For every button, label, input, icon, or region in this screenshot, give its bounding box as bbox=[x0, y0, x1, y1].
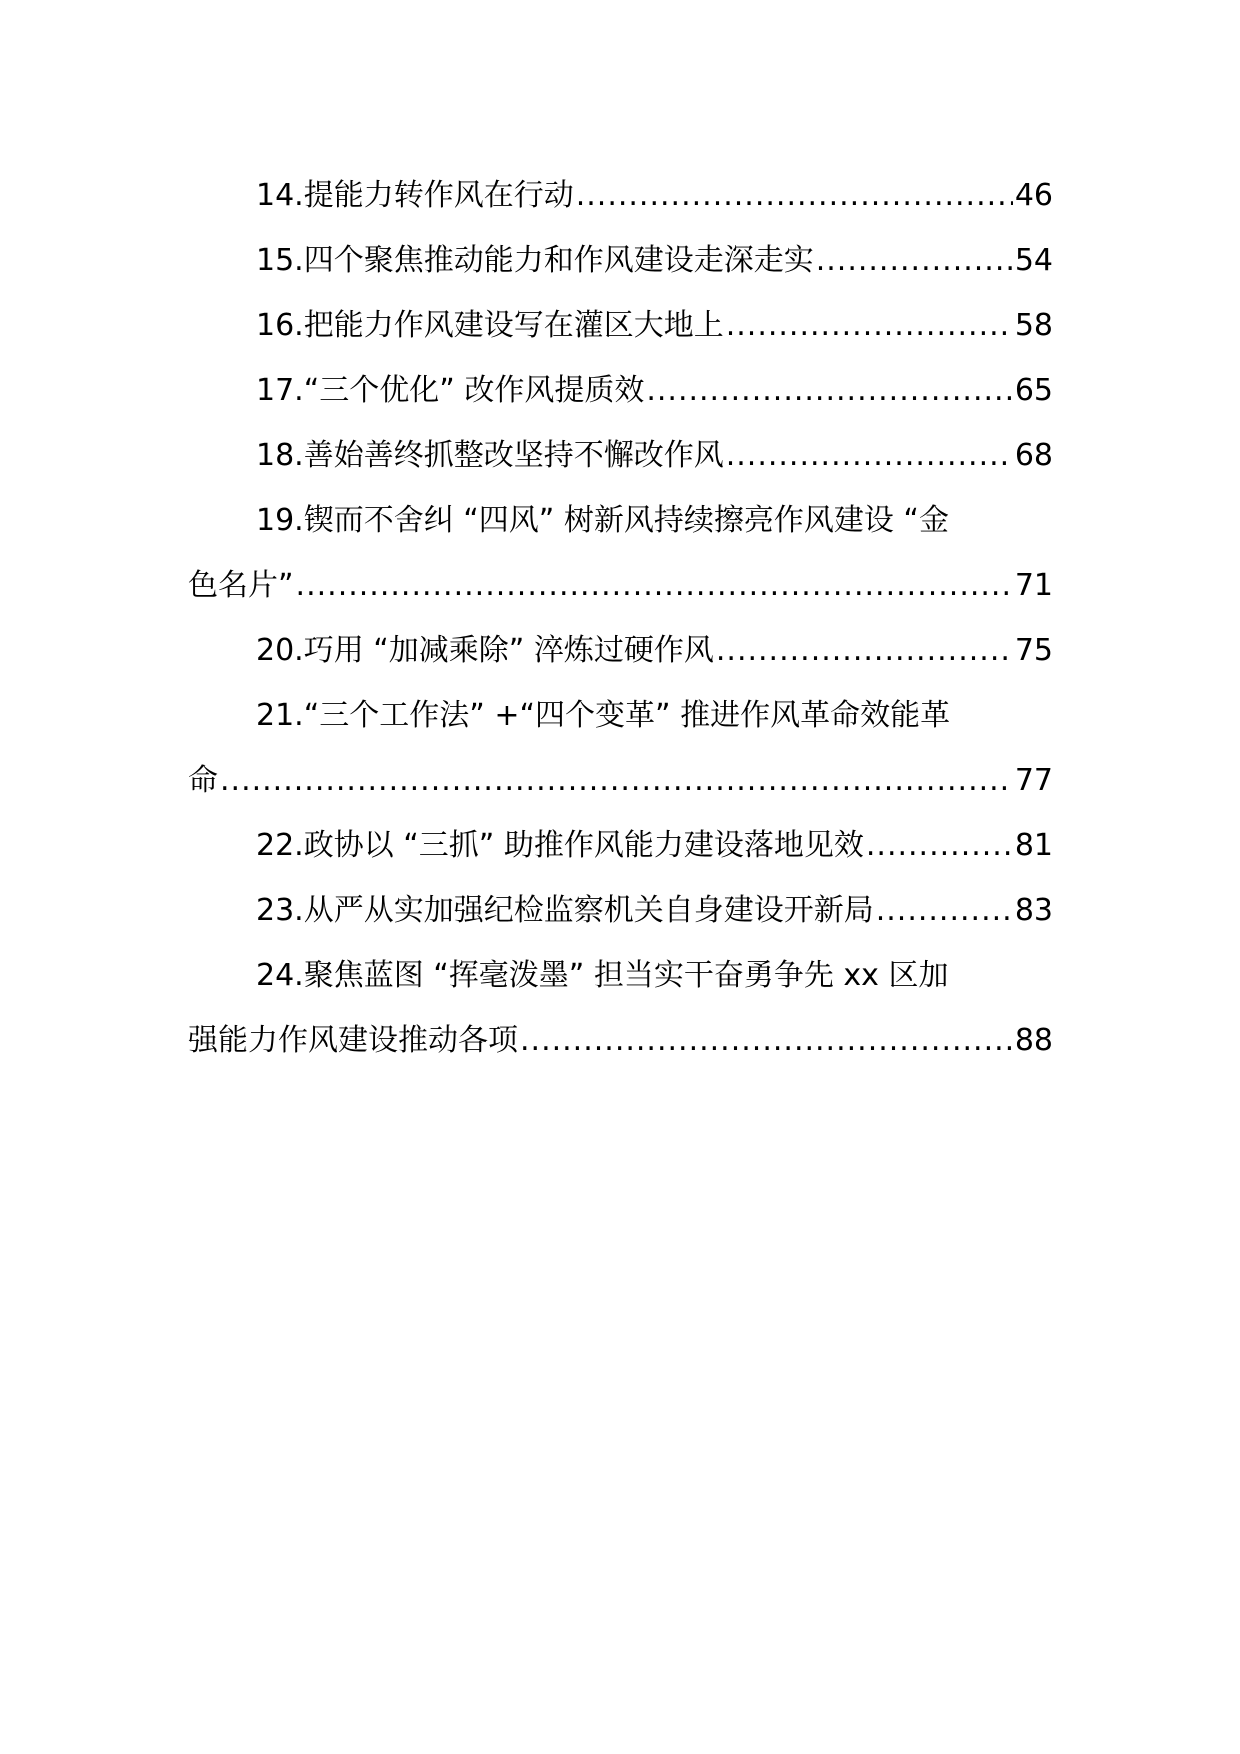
toc-entry[interactable] bbox=[188, 423, 1053, 488]
toc-entry[interactable] bbox=[188, 813, 1053, 878]
toc-entry-title: 15.四个聚焦推动能力和作风建设走深走实 bbox=[256, 243, 814, 278]
table-of-contents bbox=[188, 163, 1053, 1073]
toc-entry[interactable] bbox=[188, 228, 1053, 293]
toc-dot-leader bbox=[726, 293, 1013, 358]
toc-entry-title: 22.政协以 “三抓” 助推作风能力建设落地见效 bbox=[256, 828, 864, 863]
toc-dot-leader bbox=[876, 878, 1013, 943]
toc-entry-title-line-1: 24.聚焦蓝图 “挥毫泼墨” 担当实干奋勇争先 xx 区加 bbox=[256, 958, 949, 993]
toc-dot-leader bbox=[296, 553, 1013, 618]
toc-dot-leader bbox=[220, 748, 1013, 813]
toc-page-number: 88 bbox=[1014, 1023, 1053, 1058]
toc-dot-leader bbox=[646, 358, 1012, 423]
toc-dot-leader bbox=[716, 618, 1013, 683]
toc-page-number: 58 bbox=[1014, 308, 1053, 343]
toc-entry[interactable] bbox=[188, 943, 1053, 1073]
toc-entry-title-line-2: 命 bbox=[188, 763, 218, 798]
toc-dot-leader bbox=[520, 1008, 1013, 1073]
toc-entry[interactable] bbox=[188, 878, 1053, 943]
toc-page-number: 54 bbox=[1014, 243, 1053, 278]
toc-entry[interactable] bbox=[188, 683, 1053, 813]
toc-dot-leader bbox=[816, 228, 1013, 293]
toc-entry[interactable] bbox=[188, 163, 1053, 228]
toc-entry-title: 17.“三个优化” 改作风提质效 bbox=[256, 373, 645, 408]
toc-entry[interactable] bbox=[188, 618, 1053, 683]
toc-page-number: 77 bbox=[1014, 763, 1053, 798]
toc-entry-title: 20.巧用 “加减乘除” 淬炼过硬作风 bbox=[256, 633, 714, 668]
toc-entry-title-line-2: 色名片” bbox=[188, 568, 294, 603]
toc-page-number: 83 bbox=[1014, 893, 1053, 928]
toc-entry-title: 23.从严从实加强纪检监察机关自身建设开新局 bbox=[256, 893, 874, 928]
toc-entry-title-line-1: 21.“三个工作法” +“四个变革” 推进作风革命效能革 bbox=[256, 698, 951, 733]
toc-page-number: 71 bbox=[1014, 568, 1053, 603]
toc-entry[interactable] bbox=[188, 293, 1053, 358]
toc-entry-title: 18.善始善终抓整改坚持不懈改作风 bbox=[256, 438, 724, 473]
toc-page-number: 75 bbox=[1014, 633, 1053, 668]
toc-entry-title: 14.提能力转作风在行动 bbox=[256, 178, 574, 213]
toc-entry-title: 16.把能力作风建设写在灌区大地上 bbox=[256, 308, 724, 343]
toc-entry[interactable] bbox=[188, 358, 1053, 423]
toc-entry-title-line-1: 19.锲而不舍纠 “四风” 树新风持续擦亮作风建设 “金 bbox=[256, 503, 949, 538]
toc-dot-leader bbox=[726, 423, 1013, 488]
toc-page-number: 81 bbox=[1014, 828, 1053, 863]
toc-entry-title-line-2: 强能力作风建设推动各项 bbox=[188, 1023, 518, 1058]
toc-entry[interactable] bbox=[188, 488, 1053, 618]
toc-dot-leader bbox=[576, 163, 1013, 228]
toc-dot-leader bbox=[866, 813, 1013, 878]
toc-page-number: 46 bbox=[1014, 178, 1053, 213]
toc-page-number: 65 bbox=[1014, 373, 1053, 408]
toc-page-number: 68 bbox=[1014, 438, 1053, 473]
